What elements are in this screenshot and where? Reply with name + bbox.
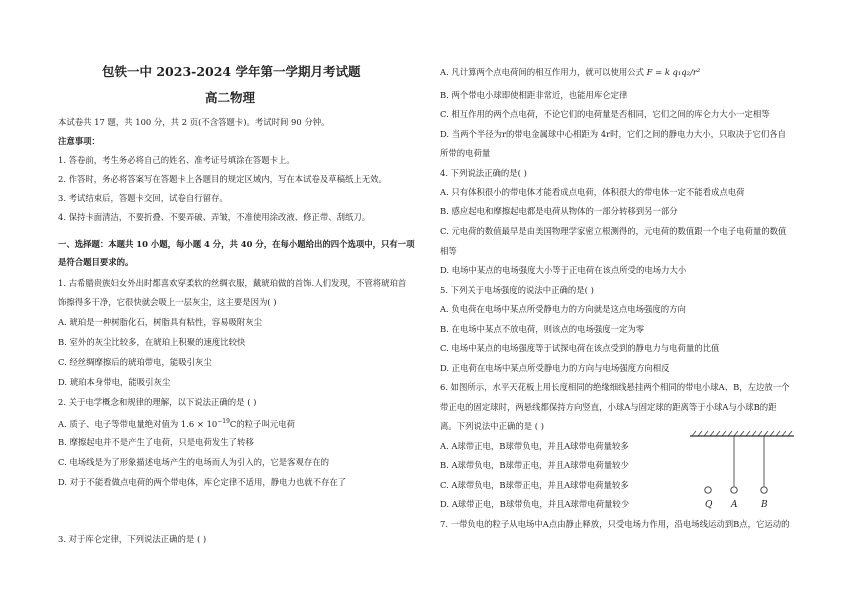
q5-option-b: B. 在电场中某点不放电荷，则该点的电场强度一定为零	[440, 324, 645, 334]
intro-line: 本试卷共 17 题，共 100 分，共 2 页(不含答题卡)。考试时间 90 分钟。	[58, 117, 330, 127]
q3-option-a-text: A. 凡计算两个点电荷间的相互作用力，就可以使用公式	[440, 67, 644, 77]
fixed-charge-q	[705, 487, 711, 493]
q1-stem: 1. 古希腊贵族妇女外出时都喜欢穿柔软的丝绸衣服，戴琥珀做的首饰.人们发现，不管将琥珀首	[58, 278, 407, 288]
q6-option-b: B. A球带负电，B球带正电，并且A球带电荷量较少	[440, 460, 629, 470]
exam-subject: 高二物理	[205, 90, 256, 105]
label-q: Q	[705, 500, 713, 510]
q2-option-a-text: A. 质子、电子等带电量绝对值为 1.6 × 10	[58, 418, 218, 429]
q3-option-c: C. 相互作用的两个点电荷，不论它们的电荷量是否相同，它们之间的库仑力大小一定相等	[440, 109, 770, 119]
q6-option-a: A. A球带正电，B球带负电，并且A球带电荷量较多	[440, 441, 629, 451]
q3-option-d: D. 当两个半径为r的带电金属球中心相距为 4r时，它们之间的静电力大小，只取决于它们各自	[440, 129, 786, 139]
q7-stem: 7. 一带负电的粒子从电场中A点由静止释放，只受电场力作用，沿电场线运动到B点，它运动的	[440, 519, 790, 529]
q6-option-c: C. A球带负电，B球带正电，并且A球带电荷量较多	[440, 480, 629, 490]
q4-option-b: B. 感应起电和摩擦起电都是电荷从物体的一部分转移到另一部分	[440, 206, 678, 216]
coulomb-formula: F = k q₁q₂/r²	[646, 67, 701, 77]
q4-stem: 4. 下列说法正确的是( )	[440, 168, 527, 178]
q4-option-d: D. 电场中某点的电场强度大小等于正电荷在该点所受的电场力大小	[440, 265, 687, 275]
q1-option-b: B. 室外的灰尘比较多，在琥珀上积聚的速度比较快	[58, 337, 246, 347]
ball-b	[761, 487, 767, 493]
q2-option-a-tail: C的粒子叫元电荷	[229, 418, 295, 429]
q1-option-a: A. 琥珀是一种树脂化石，树脂具有粘性，容易吸附灰尘	[58, 317, 262, 327]
section-heading-cont: 是符合题目要求的。	[58, 257, 134, 267]
q5-stem: 5. 下列关于电场强度的说法中正确的是( )	[440, 285, 594, 295]
q6-stem-cont: 离。下列说法中正确的是 ( )	[440, 421, 544, 431]
q4-option-a: A. 只有体积很小的带电体才能看成点电荷，体积很大的带电体一定不能看成点电荷	[440, 187, 745, 197]
q2-option-b: B. 摩擦起电并不是产生了电荷，只是电荷发生了转移	[58, 437, 254, 447]
q3-stem: 3. 对于库仑定律，下列说法正确的是 ( )	[58, 534, 207, 544]
q6-figure	[688, 428, 798, 514]
q2-option-d: D. 对于不能看做点电荷的两个带电体，库仑定律不适用，静电力也就不存在了	[58, 477, 347, 487]
ball-a	[731, 487, 737, 493]
q5-option-c: C. 电场中某点的电场强度等于试探电荷在该点受到的静电力与电荷量的比值	[440, 343, 720, 353]
q5-option-a: A. 负电荷在电场中某点所受静电力的方向就是这点电场强度的方向	[440, 304, 686, 314]
q2-option-a	[58, 416, 295, 430]
q2-option-c: C. 电场线是为了形象描述电场产生的电场而人为引入的，它是客观存在的	[58, 457, 330, 467]
q1-option-d: D. 琥珀本身带电，能吸引灰尘	[58, 377, 171, 387]
q3-option-b: B. 两个带电小球即使相距非常近，也能用库仑定律	[440, 90, 628, 100]
q1-stem-cont: 饰擦得多干净，它很快就会吸上一层灰尘，这主要是因为( )	[58, 297, 277, 307]
notice-item: 2. 作答时，务必将答案写在答题卡上各题目的规定区域内，写在本试卷及草稿纸上无效。	[58, 174, 387, 184]
section-heading: 一、选择题：本题共 10 小题，每小题 4 分，共 40 分，在每小题给出的四个选项中，只有一项	[58, 239, 415, 249]
exam-title: 包铁一中 2023-2024 学年第一学期月考试题	[102, 64, 361, 79]
q1-option-c: C. 经丝绸摩擦后的琥珀带电，能吸引灰尘	[58, 357, 212, 367]
notice-item: 1. 答卷前，考生务必将自己的姓名、准考证号填涂在答题卡上。	[58, 155, 295, 165]
q6-stem-cont: 带正电的固定球时，两悬线都保持方向竖直，小球A与固定球的距离等于小球A与小球B的距	[440, 402, 777, 412]
q4-option-c-cont: 相等	[440, 246, 457, 256]
notice-item: 4. 保持卡面清洁，不要折叠、不要弄破、弄皱，不准使用涂改液、修正带、刮纸刀。	[58, 212, 371, 222]
q2-option-a-exponent: −19	[217, 418, 230, 425]
q3-option-a	[440, 66, 700, 78]
q4-option-c: C. 元电荷的数值最早是由美国物理学家密立根测得的，元电荷的数值跟一个电子电荷量的数值	[440, 226, 787, 236]
q6-stem: 6. 如图所示，水平天花板上用长度相同的绝缘细线悬挂两个相同的带电小球A、B，左边放一个	[440, 382, 790, 392]
label-a: A	[731, 500, 738, 510]
q5-option-d: D. 正电荷在电场中某点所受静电力的方向与电场强度方向相反	[440, 363, 670, 373]
q6-option-d: D. A球带正电，B球带负电，并且A球带电荷量较少	[440, 499, 630, 509]
notice-heading: 注意事项：	[58, 136, 100, 146]
ceiling	[690, 431, 794, 436]
q2-stem: 2. 关于电学概念和规律的理解，以下说法正确的是 ( )	[58, 397, 257, 407]
label-b: B	[761, 500, 768, 510]
notice-item: 3. 考试结束后，答题卡交回，试卷自行留存。	[58, 193, 228, 203]
q3-option-d-cont: 所带的电荷量	[440, 148, 491, 158]
